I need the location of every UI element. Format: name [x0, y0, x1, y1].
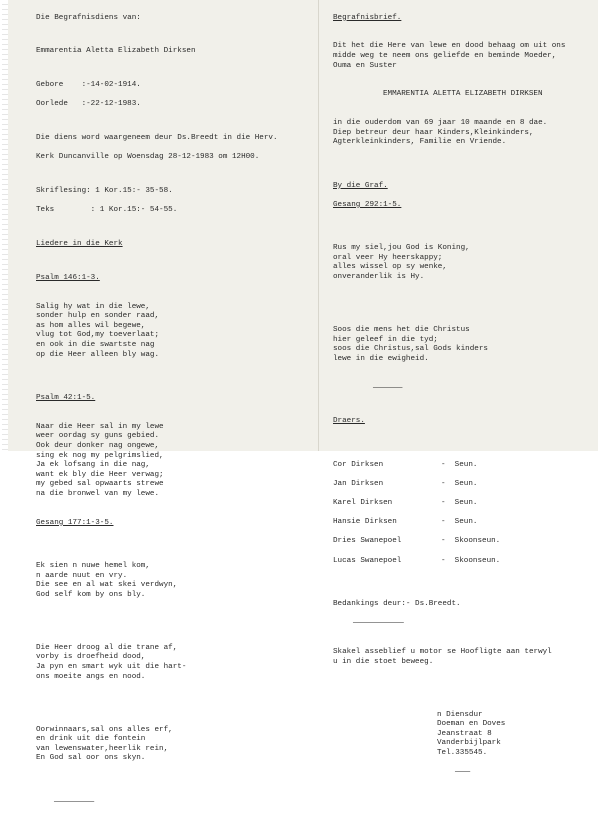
right-rule-3: ————: [455, 768, 470, 777]
page-fold: [318, 0, 319, 451]
right-column: [333, 4, 595, 797]
closing-text: Skakel asseblief u motor se Hoofligte aan terwyl u in die stoet beweeg.: [333, 648, 552, 666]
gesang-177-verse-2: Die Heer droog al die trane af, vorby is droefheid dood, Ja pyn en smart wyk uit die hart- ons moeite angs en nood.: [36, 643, 187, 681]
psalm-42-heading: Psalm 42:1-5.: [36, 393, 96, 402]
left-rule: ———————————: [54, 797, 94, 806]
psalm-146-verse: Salig hy wat in die lewe, sonder hulp en sonder raad, as hom alles wil begewe, vlug tot God,my toeverlaat; en ook in die swartste nag op die Heer alleen bly wag.: [36, 302, 160, 359]
funeral-notice-title: Begrafnisbrief.: [333, 13, 402, 22]
undertaker-block: n Diensdur Doeman en Doves Jeanstraat 8 Vanderbijlpark Tel.335545. ————: [333, 701, 595, 787]
bearers-list: [333, 451, 595, 576]
psalm-42-verse: Naar die Heer sal in my lewe weer oordag sy guns gebied. Ook deur donker nag ongewe, sing ek nog my pelgrimslied, Ja ek lofsang in die nag, want ek bly die Heer verwag; my gebed sal opwaarts strewe na die bronwel van my lewe.: [36, 422, 164, 498]
bearer-row: Karel Dirksen - Seun.: [333, 499, 478, 508]
service-line-1: Die diens word waargeneem deur Ds.Breedt in die Herv.: [36, 134, 278, 143]
grave-heading: By die Graf.: [333, 181, 388, 190]
service-line-2: Kerk Duncanville op Woensdag 28-12-1983 om 12H00.: [36, 153, 260, 162]
died-date: Oorlede :-22-12-1983.: [36, 100, 141, 109]
right-rule: ————————: [373, 383, 402, 392]
gesang-177-heading: Gesang 177:1-3-5.: [36, 518, 114, 527]
service-title: Die Begrafnisdiens van:: [36, 13, 141, 22]
left-column: [36, 4, 316, 817]
gesang-177-verse-3: Oorwinnaars,sal ons alles erf, en drink uit die fontein van lewenswater,heerlik rein, En God sal oor ons skyn.: [36, 725, 173, 763]
psalm-146-heading: Psalm 146:1-3.: [36, 273, 100, 282]
songs-heading: Liedere in die Kerk: [36, 240, 123, 249]
bearer-row: Lucas Swanepoel - Skoonseun.: [333, 556, 501, 565]
bearer-row: Cor Dirksen - Seun.: [333, 460, 478, 469]
bearers-heading: Draers.: [333, 417, 365, 426]
scripture-reading: Skriflesing: 1 Kor.15:- 35-58.: [36, 187, 173, 196]
gesang-292-heading: Gesang 292:1-5.: [333, 200, 402, 209]
right-rule-2: ——————————————: [353, 619, 403, 628]
born-date: Gebore :-14-02-1914.: [36, 81, 141, 90]
gesang-177-verse-1: Ek sien n nuwe hemel kom, n aarde nuut en vry. Die see en al wat skei verdwyn, God self kom by ons bly.: [36, 562, 178, 599]
gesang-292-verse-1: Rus my siel,jou God is Koning, oral veer Hy heerskappy; alles wissel op sy wenke, onveranderlik is Hy.: [333, 244, 470, 282]
bearer-row: Dries Swanepoel - Skoonseun.: [333, 537, 501, 546]
notice-text: Dit het die Here van lewe en dood behaag om uit ons midde weg te neem ons geliefde en beminde Moeder, Ouma en Suster: [333, 42, 566, 70]
deceased-name-caps: EMMARENTIA ALETTA ELIZABETH DIRKSEN: [383, 90, 543, 99]
bearer-row: Jan Dirksen - Seun.: [333, 479, 478, 488]
notice-text-2: in die ouderdom van 69 jaar 10 maande en 8 dae. Diep betreur deur haar Kinders,Kleinkinders, Agterkleinkinders, Familie en Vriende.: [333, 119, 548, 147]
thanks-line: Bedankings deur:- Ds.Breedt.: [333, 600, 461, 609]
gesang-292-verse-2: Soos die mens het die Christus hier geleef in die tyd; soos die Christus,sal Gods kinders lewe in die ewigheid.: [333, 326, 488, 363]
sermon-text: Teks : 1 Kor.15:- 54-55.: [36, 206, 178, 215]
bearer-row: Hansie Dirksen - Seun.: [333, 518, 478, 527]
deceased-name: Emmarentia Aletta Elizabeth Dirksen: [36, 47, 196, 56]
